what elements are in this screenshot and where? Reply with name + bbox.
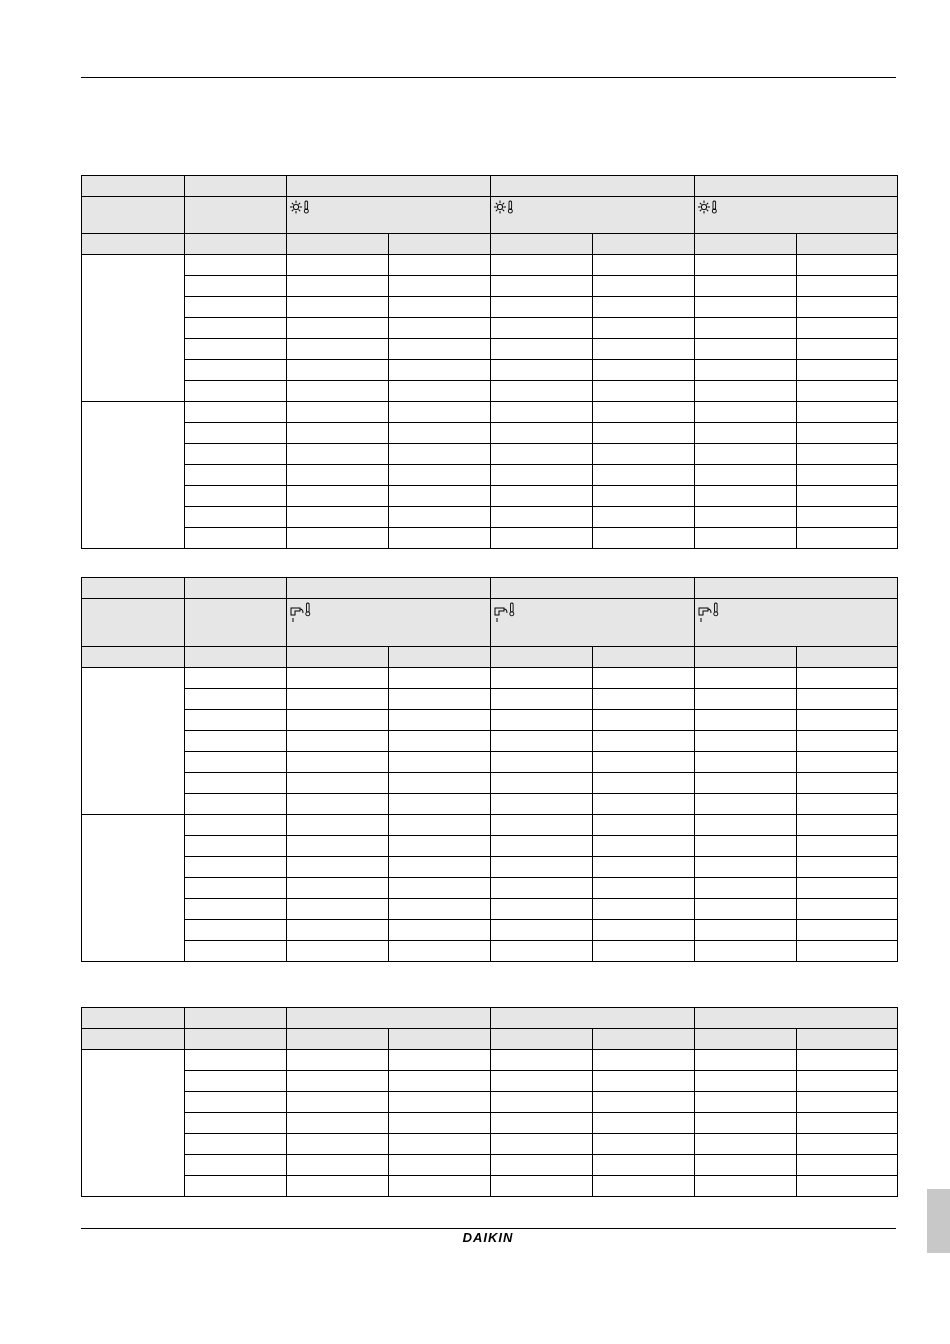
table-row — [82, 857, 898, 878]
table-row — [82, 1155, 898, 1176]
table-row — [82, 444, 898, 465]
table-row — [82, 381, 898, 402]
table-row — [82, 507, 898, 528]
subheader-row — [82, 647, 898, 668]
table-row — [82, 689, 898, 710]
table-header-row — [82, 578, 898, 599]
table-row — [82, 339, 898, 360]
table-row — [82, 297, 898, 318]
icon-row — [82, 599, 898, 647]
heating-table — [81, 175, 898, 549]
table-row — [82, 486, 898, 507]
section-tab — [927, 1189, 950, 1253]
sun-thermometer-icon — [494, 200, 514, 217]
table-row — [82, 423, 898, 444]
table-header-row — [82, 176, 898, 197]
third-table — [81, 1007, 898, 1197]
icon-row — [82, 197, 898, 234]
table-row — [82, 465, 898, 486]
table-row — [82, 668, 898, 689]
table-row — [82, 402, 898, 423]
footer-rule — [81, 1228, 896, 1229]
table-row — [82, 318, 898, 339]
sun-thermometer-icon — [698, 200, 718, 217]
table-row — [82, 255, 898, 276]
brand-logo: DAIKIN — [462, 1230, 514, 1245]
table-row — [82, 1071, 898, 1092]
table-row — [82, 752, 898, 773]
table-row — [82, 731, 898, 752]
table-row — [82, 1113, 898, 1134]
table-row — [82, 360, 898, 381]
subheader-row — [82, 1029, 898, 1050]
table-row — [82, 276, 898, 297]
table-row — [82, 878, 898, 899]
table-row — [82, 1176, 898, 1197]
table-row — [82, 899, 898, 920]
table-row — [82, 1092, 898, 1113]
tap-thermometer-icon — [290, 602, 312, 627]
table-row — [82, 528, 898, 549]
table-row — [82, 941, 898, 962]
table-row — [82, 794, 898, 815]
table-row — [82, 815, 898, 836]
table-row — [82, 836, 898, 857]
table-row — [82, 1050, 898, 1071]
hot-water-table — [81, 577, 898, 962]
table-row — [82, 710, 898, 731]
table-row — [82, 1134, 898, 1155]
tap-thermometer-icon — [494, 602, 516, 627]
table-row — [82, 920, 898, 941]
subheader-row — [82, 234, 898, 255]
table-header-row — [82, 1008, 898, 1029]
header-rule — [81, 77, 896, 78]
table-row — [82, 773, 898, 794]
sun-thermometer-icon — [290, 200, 310, 217]
tap-thermometer-icon — [698, 602, 720, 627]
